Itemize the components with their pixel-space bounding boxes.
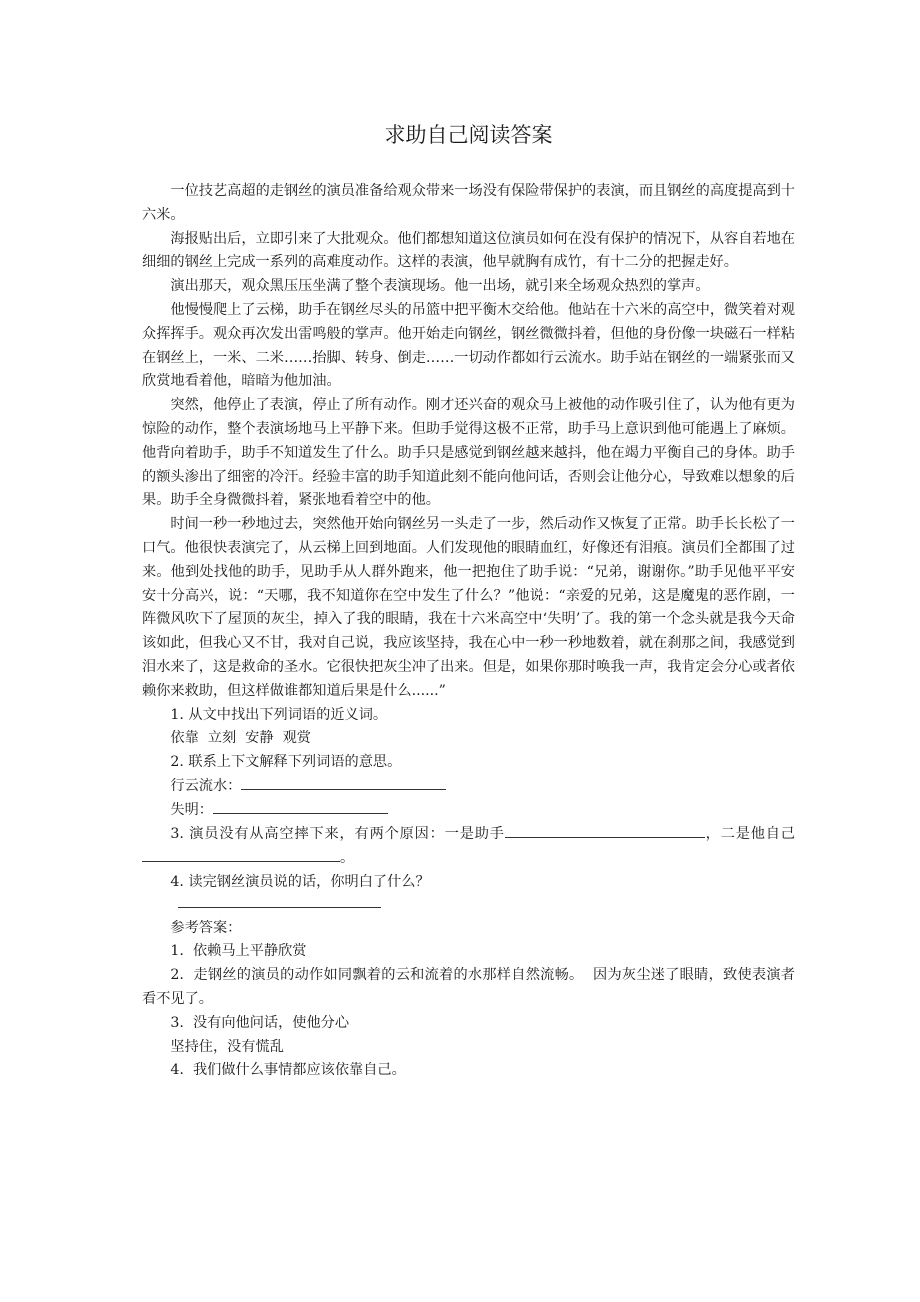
question-2-item-2-label: 失明： <box>170 802 213 819</box>
question-2-item-1 <box>142 775 795 799</box>
question-2-item-1-label: 行云流水： <box>170 778 242 795</box>
story-paragraph: 突然，他停止了表演，停止了所有动作。刚才还兴奋的观众马上被他的动作吸引住了，认为他有更为惊险的动作，整个表演场地马上平静下来。但助手觉得这极不正常，助手马上意识到他可能遇上了麻烦。他背向着助手，助手不知道发生了什么。助手只是感觉到钢丝越来越抖，他在竭力平衡自己的身体。助手的额头渗出了细密的冷汗。经验丰富的助手知道此刻不能向他问话，否则会让他分心，导致难以想象的后果。助手全身微微抖着，紧张地看着空中的他。 <box>142 397 795 509</box>
answer-blank[interactable] <box>505 823 705 838</box>
question-2-prompt: 2. 联系上下文解释下列词语的意思。 <box>170 754 402 771</box>
answer-blank[interactable] <box>213 799 388 814</box>
answers-heading: 参考答案： <box>170 919 242 936</box>
answer-blank[interactable] <box>142 847 340 862</box>
answer-1: 1. 依赖马上平静欣赏 <box>170 943 307 960</box>
question-3-part-2: ，二是他自己 <box>704 826 795 843</box>
answer-blank[interactable] <box>241 775 446 790</box>
document-body <box>142 180 795 1083</box>
answer-4: 4. 我们做什么事情都应该依靠自己。 <box>170 1062 406 1079</box>
story-paragraph: 一位技艺高超的走钢丝的演员准备给观众带来一场没有保险带保护的表演，而且钢丝的高度提高到十六米。 <box>142 183 795 223</box>
story-paragraph: 他慢慢爬上了云梯，助手在钢丝尽头的吊篮中把平衡木交给他。他站在十六米的高空中，微笑着对观众挥挥手。观众再次发出雷鸣般的掌声。他开始走向钢丝，钢丝微微抖着，但他的身份像一块磁石一样粘在钢丝上，一米、二米……抬脚、转身、倒走……一切动作都如行云流水。助手站在钢丝的一端紧张而又欣赏地看着他，暗暗为他加油。 <box>142 301 795 390</box>
answer-blank-line[interactable] <box>178 907 381 908</box>
document-title: 求助自己阅读答案 <box>384 123 553 147</box>
question-3-part-1: 3. 演员没有从高空摔下来，有两个原因：一是助手 <box>170 826 505 843</box>
question-3 <box>142 823 795 871</box>
question-4-prompt: 4. 读完钢丝演员说的话，你明白了什么？ <box>170 873 430 890</box>
story-paragraph: 海报贴出后，立即引来了大批观众。他们都想知道这位演员如何在没有保护的情况下，从容自若地在细细的钢丝上完成一系列的高难度动作。这样的表演，他早就胸有成竹，有十二分的把握走好。 <box>142 230 795 271</box>
question-1-words: 依靠 立刻 安静 观赏 <box>170 730 311 747</box>
question-1-prompt: 1. 从文中找出下列词语的近义词。 <box>170 706 388 723</box>
answer-3-second-line: 坚持住，没有慌乱 <box>170 1038 284 1055</box>
story-paragraph: 时间一秒一秒地过去，突然他开始向钢丝另一头走了一步，然后动作又恢复了正常。助手长长松了一口气。他很快表演完了，从云梯上回到地面。人们发现他的眼睛血红，好像还有泪痕。演员们全都围了过来。他到处找他的助手，见助手从人群外跑来，他一把抱住了助手说：“兄弟，谢谢你。”助手见他平平安安十分高兴，说：“天哪，我不知道你在空中发生了什么？”他说：“亲爱的兄弟，这是魔鬼的恶作剧，一阵微风吹下了屋顶的灰尘，掉入了我的眼睛，我在十六米高空中‘失明’了。我的第一个念头就是我今天命该如此，但我心又不甘，我对自己说，我应该坚持，我在心中一秒一秒地数着，就在刹那之间，我感觉到泪水来了，这是救命的圣水。它很快把灰尘冲了出来。但是，如果你那时唤我一声，我肯定会分心或者依赖你来救助，但这样做谁都知道后果是什么......” <box>142 516 795 699</box>
question-3-part-3: 。 <box>340 850 355 867</box>
answer-3: 3. 没有向他问话，使他分心 <box>170 1014 350 1031</box>
answer-2: 2. 走钢丝的演员的动作如同飘着的云和流着的水那样自然流畅。 因为灰尘迷了眼睛，致使表演者看不见了。 <box>142 967 795 1008</box>
story-paragraph: 演出那天，观众黑压压坐满了整个表演现场。他一出场，就引来全场观众热烈的掌声。 <box>170 278 710 295</box>
question-2-item-2 <box>142 799 795 823</box>
